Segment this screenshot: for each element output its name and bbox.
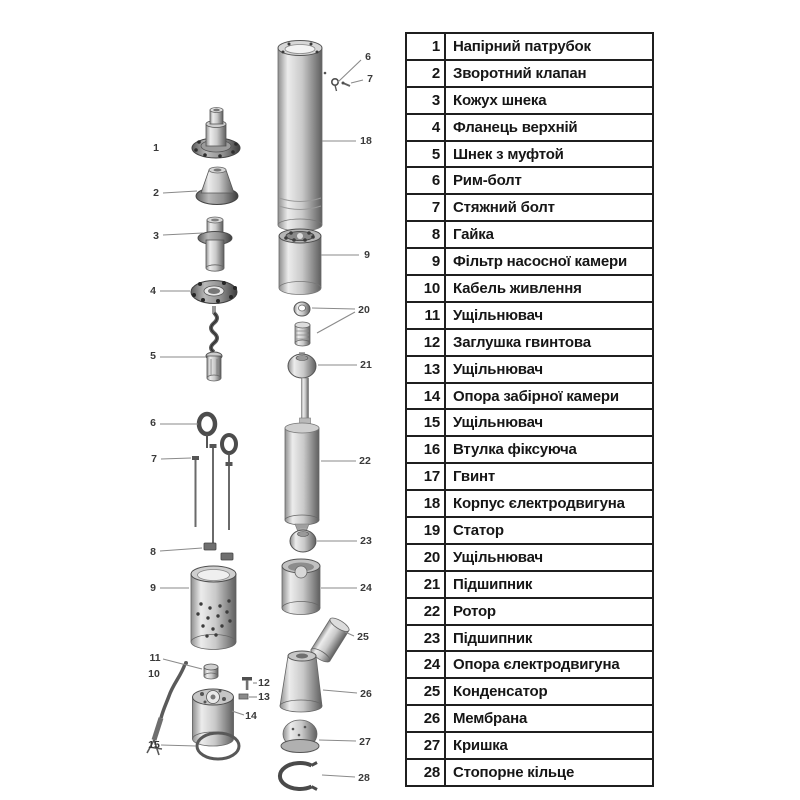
part-name: Корпус єлектродвигуна: [445, 490, 653, 517]
table-row: [406, 705, 653, 732]
part-number: 3: [406, 87, 445, 114]
part-intake-support: [193, 689, 234, 746]
table-row: [406, 275, 653, 302]
table-row: [406, 87, 653, 114]
leader-line: [317, 312, 355, 333]
part-number: 9: [406, 248, 445, 275]
table-row: [406, 221, 653, 248]
table-row: [406, 383, 653, 410]
part-number: 8: [406, 221, 445, 248]
part-number: 19: [406, 517, 445, 544]
part-motor-housing: [278, 41, 350, 232]
table-row: [406, 436, 653, 463]
part-number: 16: [406, 436, 445, 463]
part-name: Мембрана: [445, 705, 653, 732]
table-row: [406, 571, 653, 598]
part-name: Підшипник: [445, 625, 653, 652]
table-row: [406, 356, 653, 383]
callout-number: 20: [358, 304, 370, 316]
callout-number: 22: [359, 455, 371, 467]
part-pressure-outlet: [192, 108, 240, 159]
table-row: [406, 141, 653, 168]
callout-number: 7: [151, 453, 157, 465]
callout-number: 18: [360, 135, 372, 147]
part-name: Стопорне кільце: [445, 759, 653, 786]
callout-number: 4: [150, 285, 156, 297]
part-name: Ротор: [445, 598, 653, 625]
table-row: [406, 598, 653, 625]
callout-number: 12: [258, 677, 270, 689]
part-name: Опора єлектродвигуна: [445, 651, 653, 678]
callout-number: 26: [360, 688, 372, 700]
table-row: [406, 60, 653, 87]
part-number: 14: [406, 383, 445, 410]
parts-table-body: [406, 33, 653, 786]
leader-line: [338, 60, 361, 82]
callout-number: 23: [360, 535, 372, 547]
callout-number: 8: [150, 546, 156, 558]
part-name: Фільтр насосної камери: [445, 248, 653, 275]
table-row: [406, 409, 653, 436]
part-name: Кожух шнека: [445, 87, 653, 114]
table-row: [406, 329, 653, 356]
part-number: 15: [406, 409, 445, 436]
part-filter-body: [191, 566, 236, 650]
part-retaining-ring: [280, 763, 317, 790]
table-row: [406, 33, 653, 60]
part-screw-with-coupling: [206, 306, 222, 381]
callout-number: 9: [364, 249, 370, 261]
part-name: Рим-болт: [445, 167, 653, 194]
leader-line: [351, 80, 363, 83]
part-name: Конденсатор: [445, 678, 653, 705]
part-screw-casing: [198, 217, 232, 271]
callout-number: 6: [365, 51, 371, 63]
leader-line: [312, 308, 355, 309]
part-name: Ущільнювач: [445, 356, 653, 383]
part-cap: [281, 720, 319, 753]
part-number: 4: [406, 114, 445, 141]
part-number: 17: [406, 463, 445, 490]
table-row: [406, 625, 653, 652]
table-row: [406, 759, 653, 786]
part-seal-set: [294, 302, 310, 346]
part-number: 21: [406, 571, 445, 598]
callout-number: 28: [358, 772, 370, 784]
callout-number: 21: [360, 359, 372, 371]
leader-line: [323, 690, 357, 693]
table-row: [406, 302, 653, 329]
parts-table: [405, 32, 654, 787]
callout-number: 6: [150, 417, 156, 429]
part-name: Гайка: [445, 221, 653, 248]
callout-number: 13: [258, 691, 270, 703]
part-number: 11: [406, 302, 445, 329]
part-name: Втулка фіксуюча: [445, 436, 653, 463]
leader-line: [322, 775, 355, 777]
table-row: [406, 517, 653, 544]
part-small-seal: [239, 694, 248, 699]
callout-number: 27: [359, 736, 371, 748]
part-name: Підшипник: [445, 571, 653, 598]
part-screw-plug: [242, 677, 252, 690]
leader-line: [163, 233, 203, 235]
part-name: Ущільнювач: [445, 302, 653, 329]
part-number: 22: [406, 598, 445, 625]
part-number: 25: [406, 678, 445, 705]
callout-number: 25: [357, 631, 369, 643]
callout-number: 5: [150, 350, 156, 362]
part-name: Фланець верхній: [445, 114, 653, 141]
table-row: [406, 544, 653, 571]
part-rotor: [285, 378, 319, 546]
callout-number: 3: [153, 230, 159, 242]
part-number: 18: [406, 490, 445, 517]
callout-number: 7: [367, 73, 373, 85]
part-check-valve: [196, 167, 238, 205]
table-row: [406, 167, 653, 194]
part-nuts: [204, 543, 233, 560]
part-upper-flange: [191, 281, 237, 304]
table-row: [406, 490, 653, 517]
part-name: Гвинт: [445, 463, 653, 490]
leader-line: [163, 191, 197, 193]
part-number: 26: [406, 705, 445, 732]
part-number: 6: [406, 167, 445, 194]
part-number: 28: [406, 759, 445, 786]
part-seal-nut: [204, 664, 218, 679]
part-name: Стяжний болт: [445, 194, 653, 221]
part-name: Шнек з муфтой: [445, 141, 653, 168]
part-number: 2: [406, 60, 445, 87]
part-motor-support: [282, 559, 320, 615]
part-name: Ущільнювач: [445, 544, 653, 571]
part-membrane: [280, 651, 322, 712]
part-number: 7: [406, 194, 445, 221]
part-number: 5: [406, 141, 445, 168]
part-number: 20: [406, 544, 445, 571]
part-number: 27: [406, 732, 445, 759]
callout-number: 24: [360, 582, 372, 594]
part-name: Кабель живлення: [445, 275, 653, 302]
leader-line: [161, 745, 196, 746]
part-name: Зворотний клапан: [445, 60, 653, 87]
part-eye-bolts: [199, 414, 236, 462]
part-name: Заглушка гвинтова: [445, 329, 653, 356]
part-name: Статор: [445, 517, 653, 544]
part-name: Кришка: [445, 732, 653, 759]
callout-number: 11: [149, 652, 161, 664]
part-number: 1: [406, 33, 445, 60]
callout-number: 15: [148, 739, 160, 751]
callout-number: 2: [153, 187, 159, 199]
part-lower-bearing: [290, 528, 316, 552]
table-row: [406, 194, 653, 221]
part-upper-bearing: [288, 352, 316, 378]
callout-number: 1: [153, 142, 159, 154]
table-row: [406, 114, 653, 141]
table-row: [406, 651, 653, 678]
part-name: Ущільнювач: [445, 409, 653, 436]
table-row: [406, 248, 653, 275]
callout-number: 9: [150, 582, 156, 594]
table-row: [406, 678, 653, 705]
part-number: 24: [406, 651, 445, 678]
part-name: Опора забірної камери: [445, 383, 653, 410]
part-pump-chamber: [279, 229, 321, 295]
part-number: 12: [406, 329, 445, 356]
callout-number: 14: [245, 710, 257, 722]
part-tie-bolts: [192, 444, 233, 543]
part-number: 13: [406, 356, 445, 383]
leader-line: [319, 740, 356, 741]
part-number: 23: [406, 625, 445, 652]
table-row: [406, 732, 653, 759]
table-row: [406, 463, 653, 490]
part-name: Напірний патрубок: [445, 33, 653, 60]
leader-line: [161, 458, 191, 459]
callout-number: 10: [148, 668, 160, 680]
leader-line: [160, 548, 202, 551]
part-number: 10: [406, 275, 445, 302]
